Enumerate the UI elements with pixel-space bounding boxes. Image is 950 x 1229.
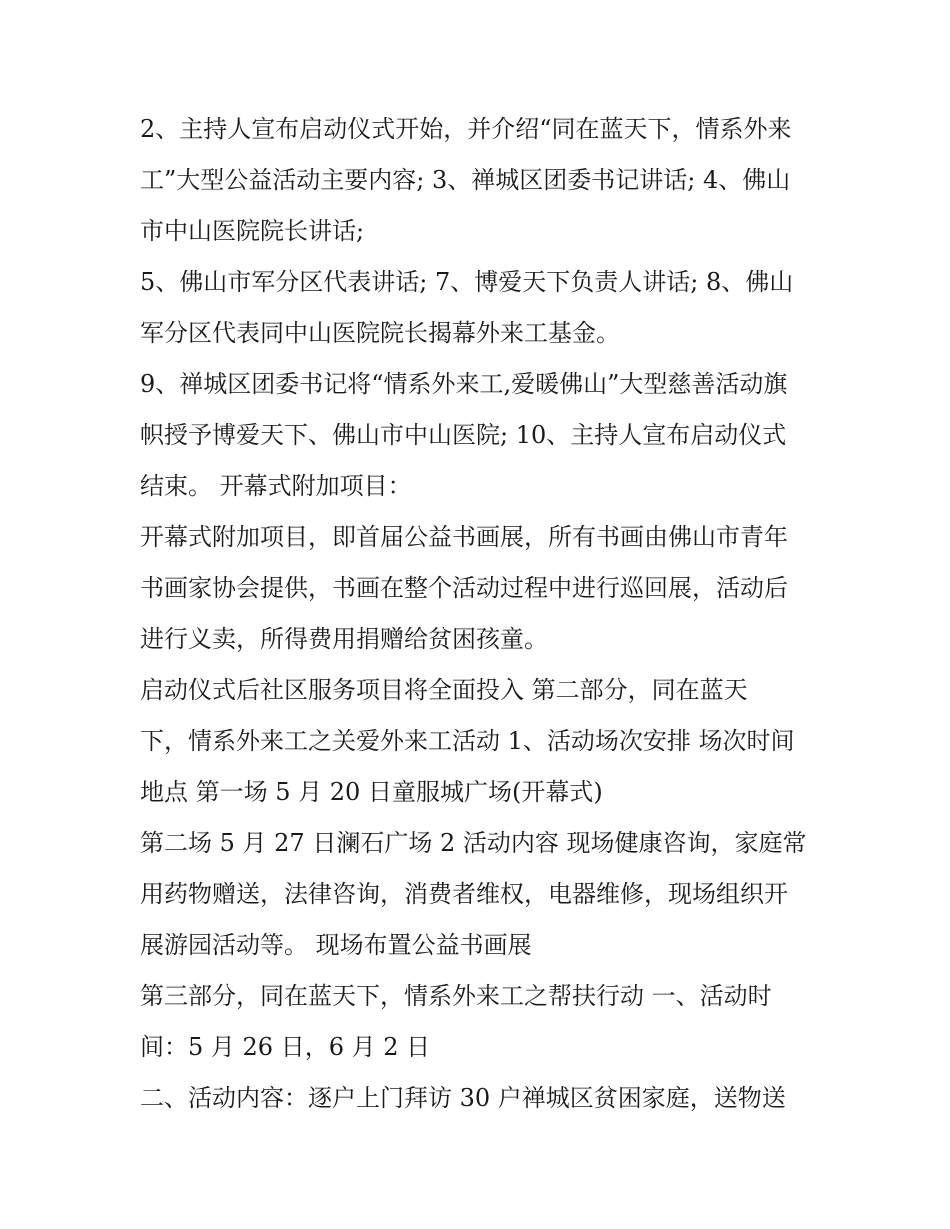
paragraph-part-three-time: 第三部分，同在蓝天下，情系外来工之帮扶行动 一、活动时 间：5 月 26 日，6 月 2 日 [140,982,772,1061]
paragraph-second-session: 第二场 5 月 27 日澜石广场 2 活动内容 现场健康咨询，家庭常 用药物赠送，法律咨询，消费者维权，电器维修，现场组织开 展游园活动等。 现场布置公益书画展 [140,829,807,959]
paragraph-calligraphy-exhibition: 开幕式附加项目，即首届公益书画展，所有书画由佛山市青年 书画家协会提供，书画在整个活动过程中进行巡回展，活动后 进行义卖，所得费用捐赠给贫困孩童。 [140,523,788,653]
paragraph-part-two-schedule: 启动仪式后社区服务项目将全面投入 第二部分，同在蓝天 下，情系外来工之关爱外来工活动 1、活动场次安排 场次时间 地点 第一场 5 月 20 日童服城广场(开幕式) [140,676,795,806]
paragraph-part-three-content: 二、活动内容：逐户上门拜访 30 户禅城区贫困家庭，送物送 [140,1084,786,1112]
paragraph-ceremony-opening: 2、主持人宣布启动仪式开始，并介绍“同在蓝天下，情系外来 工”大型公益活动主要内容; 3、禅城区团委书记讲话; 4、佛山 市中山医院院长讲话; [140,115,792,245]
paragraph-flag-presentation: 9、禅城区团委书记将“情系外来工,爱暖佛山”大型慈善活动旗 帜授予博爱天下、佛山市中山医院; 10、主持人宣布启动仪式 结束。 开幕式附加项目： [140,370,788,500]
document-body [140,104,840,1124]
paragraph-speeches: 5、佛山市军分区代表讲话; 7、博爱天下负责人讲话; 8、佛山 军分区代表同中山医院院长揭幕外来工基金。 [140,268,794,347]
